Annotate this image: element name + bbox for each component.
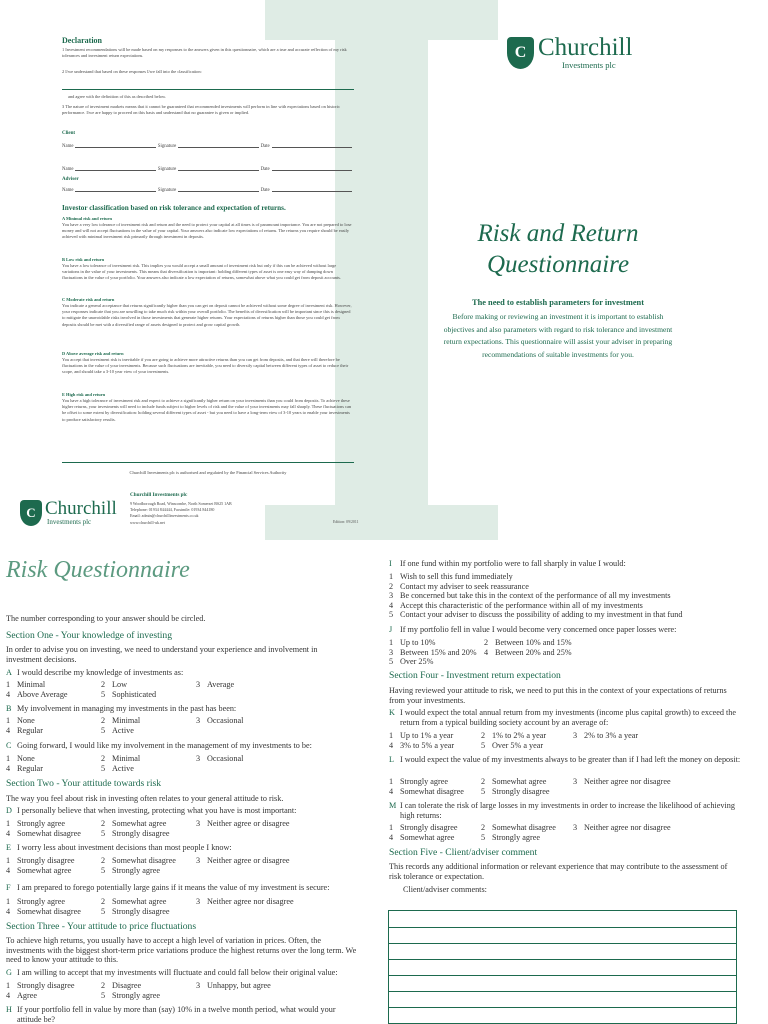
- question-k-options: [389, 731, 638, 750]
- option[interactable]: 2 Low: [101, 680, 128, 689]
- adviser-signature-row[interactable]: [62, 186, 354, 193]
- option[interactable]: 3 Between 15% and 20%: [389, 647, 477, 657]
- question-b-options: [6, 716, 243, 735]
- section-three-title: Section Three - Your attitude to price fluctuations: [6, 921, 197, 932]
- option[interactable]: 2 Somewhat agree: [481, 777, 547, 786]
- section-two-intro: The way you feel about risk in investing often relates to your general attitude to risk.: [6, 794, 284, 803]
- date-line[interactable]: [272, 142, 352, 148]
- client-signature-row-2[interactable]: [62, 165, 354, 172]
- signature-label: Signature: [157, 188, 177, 193]
- question-k: K I would expect the total annual return from my investments (income plus capital growth) to exceed the return from a typical building society account by an average of:: [389, 708, 737, 727]
- address-line: 9 Woodborough Road, Winscombe, North Somerset BS25 1AB: [130, 501, 232, 506]
- signature-label: Signature: [157, 167, 177, 172]
- option[interactable]: 3 Neither agree nor disagree: [573, 823, 671, 832]
- option[interactable]: 3 Neither agree nor disagree: [196, 897, 294, 906]
- option[interactable]: 1 Strongly disagree: [389, 823, 458, 832]
- comment-line: [389, 959, 736, 960]
- section-four-intro: Having reviewed your attitude to risk, we need to put this in the context of your expectations of returns from your investments.: [389, 686, 727, 705]
- classification-b-heading: B Low risk and return: [62, 257, 105, 262]
- option[interactable]: 2 Disagree: [101, 981, 142, 990]
- date-label: Date: [260, 144, 270, 149]
- brand-sub: Investments plc: [47, 518, 92, 526]
- cover-title-line-2: Questionnaire: [486, 251, 630, 278]
- option[interactable]: 1 Strongly disagree: [6, 856, 75, 865]
- churchill-logo-large: [507, 36, 632, 70]
- option[interactable]: 4 Somewhat disagree: [6, 828, 81, 838]
- classification-write-in-line[interactable]: [62, 89, 354, 90]
- option[interactable]: 5 Strongly disagree: [101, 906, 170, 916]
- option[interactable]: 4 Somewhat agree: [6, 865, 72, 875]
- comment-line: [389, 927, 736, 928]
- classification-c-body: You indicate a general acceptance that returns significantly higher than you can get on deposit cannot be achieved without some degree of investment risk. However, your responses indicate that you are unwilling to take much risk within your overall portfolio. The benefits of diversification will be important since this is designed to mitigate the unavoidable risks involved in those investments that generate higher returns. Your expectations of returns higher than those you could get from deposits should be met with a diversified range of assets designed to protect and grow capital growth.: [62, 303, 352, 327]
- comments-box[interactable]: [388, 910, 737, 1024]
- adviser-label: Adviser: [62, 177, 79, 182]
- option[interactable]: 2 Minimal: [101, 754, 141, 763]
- section-five-intro: This records any additional information or relevant experience that may contribute to the assessment of risk tolerance or expectation.: [389, 862, 728, 881]
- option[interactable]: 4 Between 20% and 25%: [484, 647, 572, 657]
- classification-c-heading: C Moderate risk and return: [62, 297, 115, 302]
- brand-name: Churchill: [538, 34, 633, 61]
- question-g: G I am willing to accept that my investments will fluctuate and could fall below their original value:: [6, 968, 338, 977]
- option[interactable]: 1 Strongly disagree: [6, 981, 75, 990]
- question-l: L I would expect the value of my investments always to be greater than if I had left the money on deposit:: [389, 755, 741, 764]
- option[interactable]: 1 None: [6, 754, 35, 763]
- classification-d-body: You accept that investment risk is inevitable if you are going to achieve more attractive returns than you can get from deposits, and that there will therefore be fluctuations in the value of your investments. Because such fluctuations are inevitable, you need to diversify capital between different types of asset to reduce their scope, and should take a 3-10 year view of your investments.: [62, 357, 349, 375]
- option[interactable]: 2 Somewhat disagree: [481, 823, 556, 832]
- comment-line: [389, 975, 736, 976]
- option[interactable]: 2 Between 10% and 15%: [484, 638, 572, 647]
- option[interactable]: 1 Strongly agree: [389, 777, 448, 786]
- question-f-options: [6, 897, 294, 916]
- need-title: The need to establish parameters for investment: [472, 298, 644, 307]
- date-line[interactable]: [272, 165, 352, 171]
- need-body: Before making or reviewing an investment it is important to establish objectives and also parameters with regard to risk tolerance and investment return expectations. This questionnaire will assist your adviser in preparing recommendations of suitable investments for you.: [443, 312, 673, 359]
- option[interactable]: 5 Contact your adviser to discuss the possibility of adding to my investment in that fund: [389, 610, 683, 620]
- questionnaire-title: Risk Questionnaire: [6, 557, 190, 583]
- signature-label: Signature: [157, 144, 177, 149]
- question-m: M I can tolerate the risk of large losses in my investments in order to increase the likelihood of achieving high returns:: [389, 801, 735, 820]
- option[interactable]: 3 Occasional: [196, 716, 244, 725]
- declaration-title: Declaration: [62, 36, 102, 45]
- cover-title-line-1: Risk and Return: [477, 220, 639, 247]
- option[interactable]: 5 Active: [101, 725, 134, 735]
- option[interactable]: 3 Occasional: [196, 754, 244, 763]
- option[interactable]: 1 Minimal: [6, 680, 46, 689]
- option[interactable]: 4 3% to 5% a year: [389, 740, 455, 750]
- comment-line: [389, 943, 736, 944]
- option[interactable]: 2 Minimal: [101, 716, 141, 725]
- declaration-item-1: 1 Investment recommendations will be made based on my responses to the answers given in this questionnaire, which are a true and accurate reflection of my risk tolerances and investment return expectations.: [62, 47, 347, 59]
- option[interactable]: 3 Unhappy, but agree: [196, 981, 271, 990]
- brand-sub: Investments plc: [562, 60, 616, 70]
- option[interactable]: 2 1% to 2% a year: [481, 731, 547, 740]
- question-g-options: [6, 981, 271, 1000]
- question-h: H If your portfolio fell in value by more than (say) 10% in a twelve month period, what would your attitude be?: [6, 1005, 336, 1024]
- option[interactable]: 1 Strongly agree: [6, 819, 65, 828]
- client-label: Client: [62, 131, 76, 136]
- question-i-options: [389, 572, 682, 620]
- date-label: Date: [260, 188, 270, 193]
- phone-line: Telephone: 01934 844444, Facsimile: 01934 844180: [130, 507, 215, 512]
- comment-line: [389, 991, 736, 992]
- option[interactable]: 4 Regular: [6, 763, 43, 773]
- section-four-title: Section Four - Investment return expectation: [389, 670, 561, 681]
- question-d-options: [6, 819, 290, 838]
- option[interactable]: 5 Strongly disagree: [481, 786, 550, 796]
- questionnaire-intro: The number corresponding to your answer should be circled.: [6, 614, 206, 623]
- name-label: Name: [62, 167, 74, 172]
- question-c: C Going forward, I would like my involvement in the management of my investments to be:: [6, 741, 312, 750]
- question-j-options: [389, 638, 572, 667]
- question-j: J If my portfolio fell in value I would become very concerned once paper losses were:: [389, 625, 677, 634]
- option[interactable]: 2 Somewhat disagree: [101, 856, 176, 865]
- name-line[interactable]: [75, 186, 155, 192]
- name-label: Name: [62, 144, 74, 149]
- name-line[interactable]: [75, 142, 155, 148]
- option[interactable]: 1 Strongly agree: [6, 897, 65, 906]
- question-l-options: [389, 777, 671, 796]
- option[interactable]: 4 Above Average: [6, 689, 68, 699]
- section-three-intro: To achieve high returns, you usually have to accept a high level of variation in prices. Often, the investments with the biggest short-term price variations produce the highest returns over the long term. We need to know your attitude to this.: [6, 936, 357, 965]
- option[interactable]: 1 None: [6, 716, 35, 725]
- option[interactable]: 5 Active: [101, 763, 134, 773]
- classification-a-body: You have a very low tolerance of investment risk and return and the need to protect your capital at all times is of paramount importance. You are not prepared to lose money and will not accept fluctuations in the value of your capital. Your answers also indicate low expectations of returns. The returns you require should be easily achieved with minimal investment risk primarily through investment in deposits.: [62, 222, 352, 240]
- option[interactable]: 5 Over 5% a year: [481, 740, 544, 750]
- option[interactable]: 4 Agree: [6, 990, 38, 1000]
- question-a: A I would describe my knowledge of investments as:: [6, 668, 184, 677]
- classification-e-heading: E High risk and return: [62, 392, 106, 397]
- website-line: www.churchill-uk.net: [130, 520, 165, 525]
- comment-line: [389, 1007, 736, 1008]
- classification-a-heading: A Minimal risk and return: [62, 216, 112, 221]
- option[interactable]: 5 Strongly agree: [481, 832, 540, 842]
- section-two-title: Section Two - Your attitude towards risk: [6, 778, 162, 789]
- declaration-item-3: 3 The nature of investment markets means that it cannot be guaranteed that recommended investments will perform in line with expectations based on historic performance. I/we are happy to proceed on this basis and understand that no guarantee is given or implied.: [62, 104, 341, 116]
- regulation-statement: Churchill Investments plc is authorised and regulated by the Financial Services Authority: [129, 470, 287, 475]
- question-a-options: [6, 680, 234, 699]
- declaration-agree-text: and agree with the definition of this as described below.: [68, 94, 166, 99]
- footer-divider: [62, 462, 354, 463]
- classification-title: Investor classification based on risk tolerance and expectation of returns.: [62, 204, 286, 212]
- option[interactable]: 5 Sophisticated: [101, 689, 157, 699]
- signature-line[interactable]: [178, 186, 258, 192]
- crest-icon: C: [20, 500, 42, 526]
- option[interactable]: 4 Somewhat disagree: [6, 906, 81, 916]
- address-title: Churchill Investments plc: [130, 492, 188, 498]
- email-line: Email: admin@churchillinvestments.co.uk: [130, 513, 199, 518]
- option[interactable]: 3 Neither agree nor disagree: [573, 777, 671, 786]
- name-line[interactable]: [75, 165, 155, 171]
- churchill-logo-small: [20, 500, 117, 526]
- option[interactable]: 2 Somewhat agree: [101, 819, 167, 828]
- option[interactable]: 3 Neither agree or disagree: [196, 856, 290, 865]
- option[interactable]: 5 Strongly agree: [101, 865, 160, 875]
- option[interactable]: 3 2% to 3% a year: [573, 731, 639, 740]
- classification-d-heading: D Above average risk and return: [62, 351, 124, 356]
- option[interactable]: 1 Wish to sell this fund immediately: [389, 572, 513, 581]
- question-d: D I personally believe that when investing, protecting what you have is most important:: [6, 806, 297, 815]
- option[interactable]: 3 Be concerned but take this in the context of the performance of all my investments: [389, 591, 671, 601]
- section-five-title: Section Five - Client/adviser comment: [389, 847, 538, 858]
- option[interactable]: 4 Somewhat disagree: [389, 786, 464, 796]
- signature-line[interactable]: [178, 165, 258, 171]
- brand-name: Churchill: [45, 498, 117, 519]
- option[interactable]: 5 Strongly agree: [101, 990, 160, 1000]
- edition-label: Edition: 09/2011: [333, 520, 359, 524]
- option[interactable]: 1 Up to 1% a year: [389, 731, 454, 740]
- cover-title: [440, 218, 676, 280]
- option[interactable]: 5 Strongly disagree: [101, 828, 170, 838]
- option[interactable]: 3 Average: [196, 680, 235, 689]
- client-signature-row-1[interactable]: [62, 142, 354, 149]
- declaration-item-2: 2 I/we understand that based on these responses I/we fall into the classification:: [62, 69, 202, 74]
- crest-icon: C: [507, 37, 534, 69]
- question-c-options: [6, 754, 243, 773]
- question-i: I If one fund within my portfolio were to fall sharply in value I would:: [389, 559, 626, 568]
- question-e-options: [6, 856, 290, 875]
- section-one-intro: In order to advise you on investing, we need to understand your experience and involvement in investment decisions.: [6, 645, 318, 664]
- option[interactable]: 5 Over 25%: [389, 657, 434, 667]
- option[interactable]: 1 Up to 10%: [389, 638, 436, 647]
- date-label: Date: [260, 167, 270, 172]
- question-f: F I am prepared to forego potentially large gains if it means the value of my investment is secure:: [6, 883, 330, 892]
- question-m-options: [389, 823, 671, 842]
- option[interactable]: 3 Neither agree or disagree: [196, 819, 290, 828]
- watermark-foot-bar: [265, 505, 498, 540]
- option[interactable]: 2 Contact my adviser to seek reassurance: [389, 581, 529, 591]
- question-b: B My involvement in managing my investments in the past has been:: [6, 704, 237, 713]
- date-line[interactable]: [272, 186, 352, 192]
- question-e: E I worry less about investment decisions than most people I know:: [6, 843, 232, 852]
- comments-label: Client/adviser comments:: [403, 885, 487, 894]
- section-one-title: Section One - Your knowledge of investing: [6, 630, 173, 641]
- option[interactable]: 4 Regular: [6, 725, 43, 735]
- classification-b-body: You have a low tolerance of investment risk. This implies you would accept a small amount of investment risk but only if this can be achieved without large variations in the value of your investments. This means that diversification is important: holding different types of asset is one easy way of damping down fluctuations in the value of your portfolio. Your answers also indicate a low expectation of returns, somewhat above what you could get from deposit accounts.: [62, 263, 341, 281]
- classification-e-body: You have a high tolerance of investment risk and expect to achieve a significantly higher return on your investments than you could from deposits. To achieve these higher returns, your investments will need to include funds subject to higher levels of risk and the value of your investments may fall sharply. These fluctuations can be offset to some extent by diversification: holding several different types of asset - but you need to have a long-term view of 3-10 years to enable your investments to produce satisfactory results.: [62, 398, 352, 422]
- name-label: Name: [62, 188, 74, 193]
- option[interactable]: 4 Accept this characteristic of the performance within all of my investments: [389, 600, 643, 610]
- option[interactable]: 2 Somewhat agree: [101, 897, 167, 906]
- option[interactable]: 4 Somewhat agree: [389, 832, 455, 842]
- signature-line[interactable]: [178, 142, 258, 148]
